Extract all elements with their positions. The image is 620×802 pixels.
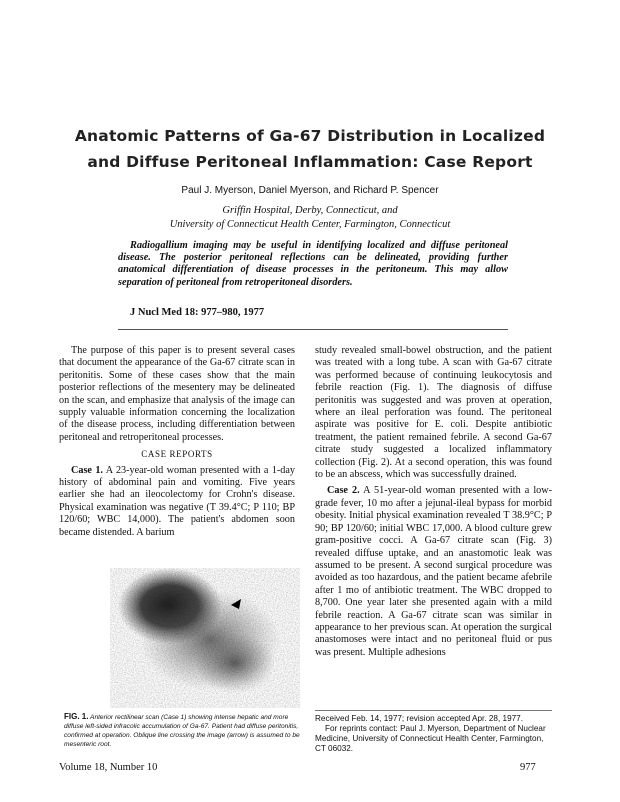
case-1-label: Case 1. [71, 464, 103, 476]
scan-graphic [110, 568, 300, 708]
case-2-label: Case 2. [327, 485, 360, 497]
received-date: Received Feb. 14, 1977; revision accepted Apr. 28, 1977. [315, 714, 524, 723]
affiliation-line-2: University of Connecticut Health Center, Farmington, Connecticut [169, 219, 451, 230]
left-column [59, 345, 295, 539]
journal-citation: J Nucl Med 18: 977–980, 1977 [130, 307, 265, 318]
case-reports-heading: CASE REPORTS [141, 449, 213, 460]
figure-label: FIG. 1. [64, 712, 89, 721]
author-list: Paul J. Myerson, Daniel Myerson, and Richard P. Spencer [181, 185, 439, 196]
figure-1-caption [64, 712, 300, 749]
case-1-text: A 23-year-old woman presented with a 1-day history of abdominal pain and vomiting. Five years earlier she had an ileocolectomy for Crohn's disease. Physical examination was negative (T 39.4°C; P 110; BP 120/60; WBC 14,000). The patient's abdomen soon became distended. A barium [59, 464, 296, 538]
case-2-text: A 51-year-old woman presented with a low-grade fever, 10 mo after a jejunal-ileal bypass for morbid obesity. Initial physical examination revealed T 38.9°C; P 90; BP 120/60; initial WBC 17,000. A blood culture grew gram-positive cocci. A Ga-67 citrate scan (Fig. 3) revealed diffuse uptake, and an anastomotic leak was assumed to be present. A second surgical procedure was avoided as too hazardous, and the patient became afebrile after 1 mo of antibiotic treatment. The WBC dropped to 8,700. One year later she presented again with a mild febrile reaction. A Ga-67 citrate scan was similar in appearance to her previous scan. At operation the surgical anastomoses were intact and no peritoneal fluid or pus was present. Multiple adhesions [315, 485, 552, 658]
affiliation-line-1: Griffin Hospital, Derby, Connecticut, and [222, 205, 398, 216]
figure-caption-text: Anterior rectilinear scan (Case 1) showing intense hepatic and more diffuse left-sided infracolic accumulation of Ga-67. Patient had diffuse peritonitis, confirmed at operation. Oblique line crossing the image (arrow) is assumed to be mesenteric root. [64, 714, 300, 748]
section-divider [118, 329, 508, 330]
article-title-line-2: and Diffuse Peritoneal Inflammation: Case Report [87, 153, 533, 171]
page-number: 977 [520, 762, 536, 773]
case-2-paragraph [315, 485, 552, 659]
abstract: Radiogallium imaging may be useful in identifying localized and diffuse peritoneal disease. The posterior peritoneal reflections can be delineated, providing further anatomical differentiation of disease processes in the peritoneum. This may allow separation of peritoneal from retroperitoneal disorders. [118, 240, 508, 288]
article-title-line-1: Anatomic Patterns of Ga-67 Distribution in Localized [74, 127, 546, 145]
reprint-contact: For reprints contact: Paul J. Myerson, Department of Nuclear Medicine, University of Connecticut Health Center, Farmington, CT 06032. [315, 724, 546, 753]
figure-1-scan-image [110, 568, 300, 708]
case-1-continued: study revealed small-bowel obstruction, and the patient was treated with a long tube. A scan with Ga-67 citrate was performed because of continuing leukocytosis and febrile reaction (Fig. 1). The diagnosis of diffuse peritonitis was suggested and was proven at operation, where an ileal perforation was found. The peritoneal aspirate was positive for E. coli. Despite antibiotic treatment, the patient remained febrile. A second Ga-67 citrate study suggested a localized inflammatory collection (Fig. 2). At a second operation, this was found to be an abscess, which was successfully drained. [315, 345, 552, 481]
case-1-paragraph [59, 465, 295, 539]
footnote-divider [315, 710, 552, 711]
footnote [315, 714, 552, 754]
volume-issue: Volume 18, Number 10 [59, 762, 158, 773]
intro-paragraph: The purpose of this paper is to present several cases that document the appearance of the Ga-67 citrate scan in peritonitis. Some of these cases show that the main posterior reflections of the mesentery may be delineated on the scan, and emphasize that analysis of the image can supply valuable information concerning the localization of the disease process, including differentiation between peritoneal and retroperitoneal processes. [59, 345, 295, 443]
right-column [315, 345, 552, 659]
